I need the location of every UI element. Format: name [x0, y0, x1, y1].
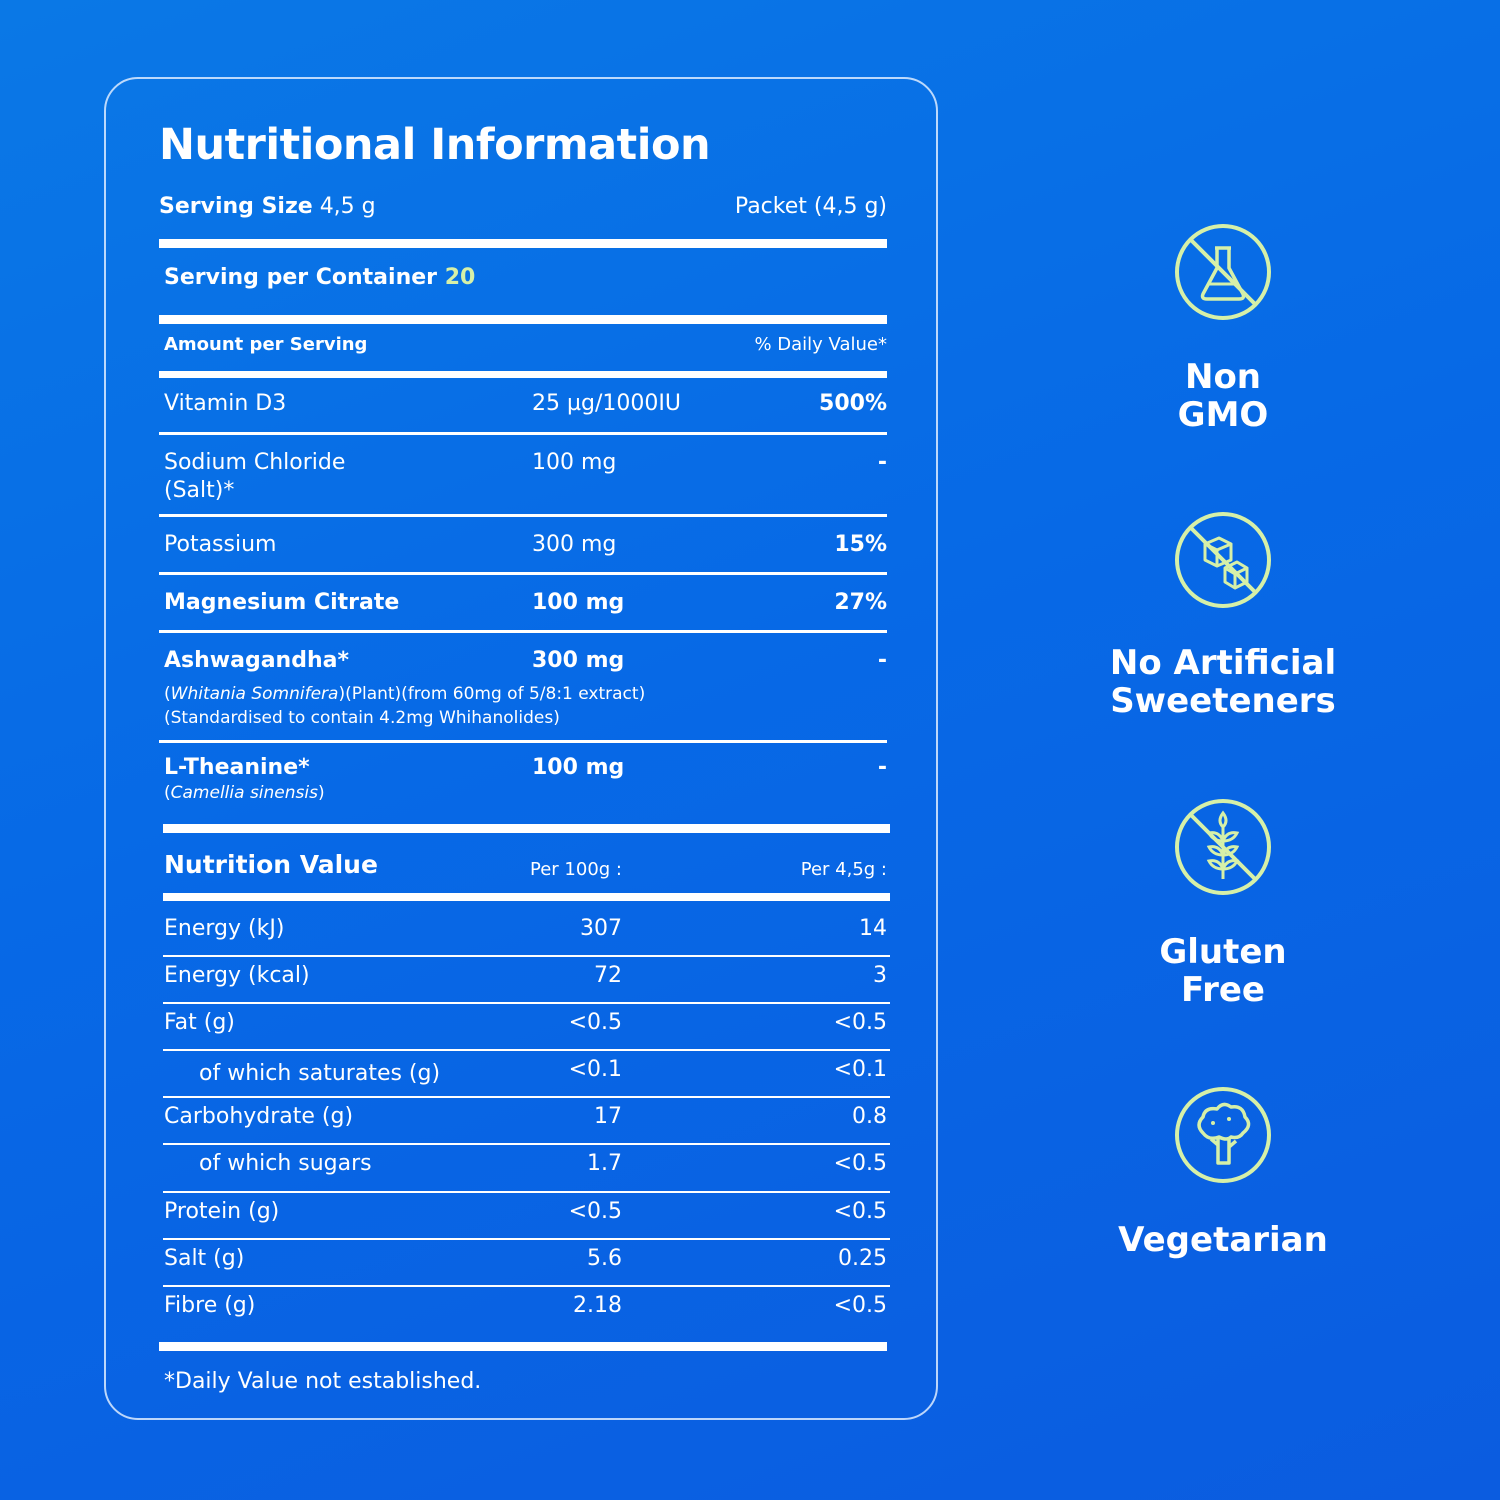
nutrient-per-serving: 14 [859, 916, 887, 941]
row-divider [163, 1143, 890, 1145]
footnote: *Daily Value not established. [164, 1369, 482, 1394]
ingredient-amount: 300 mg [532, 648, 625, 673]
nutrient-per-100g: <0.1 [568, 1057, 622, 1082]
servings-value: 20 [444, 265, 476, 290]
ingredient-name: Ashwagandha* [164, 648, 349, 673]
amount-per-serving-header: Amount per Serving [164, 334, 368, 355]
nutrient-per-100g: 5.6 [587, 1246, 622, 1271]
nutrient-name: Fat (g) [164, 1010, 235, 1035]
nutrient-per-serving: <0.5 [833, 1010, 887, 1035]
nutrient-per-serving: <0.5 [833, 1293, 887, 1318]
row-divider [163, 1191, 890, 1193]
nutrient-name: Carbohydrate (g) [164, 1104, 354, 1129]
serving-size-value: 4,5 g [319, 194, 376, 219]
nutrient-per-serving: 3 [873, 963, 887, 988]
servings-label: Serving per Container [164, 265, 438, 290]
gluten-free-wheat-icon [1173, 797, 1273, 897]
badge-label-line1: Non [1184, 357, 1262, 397]
nutrient-per-serving: <0.1 [833, 1057, 887, 1082]
nutrient-per-serving: <0.5 [833, 1199, 887, 1224]
ingredient-daily-value: 500% [819, 391, 887, 416]
nutrient-per-100g: 72 [594, 963, 622, 988]
badge-label-line1: Gluten [1159, 932, 1287, 972]
badge-label [1100, 1221, 1346, 1259]
ingredient-name: L-Theanine* [164, 755, 310, 780]
divider-thick [159, 239, 887, 248]
nutrient-name: Salt (g) [164, 1246, 245, 1271]
ingredient-source: (Whitania Somnifera)(Plant)(from 60mg of 5/8:1 extract) [164, 684, 646, 704]
badge-label [1100, 933, 1346, 1009]
ingredient-standardisation: (Standardised to contain 4.2mg Whihanolides) [164, 708, 560, 728]
nutrient-name: Fibre (g) [164, 1293, 256, 1318]
ingredient-latin-name: Whitania Somnifera [170, 684, 339, 704]
ingredient-amount: 100 mg [532, 590, 625, 615]
nutrient-name: Energy (kcal) [164, 963, 310, 988]
row-divider [159, 572, 887, 575]
row-divider [163, 1285, 890, 1287]
badge-label-line1: Vegetarian [1118, 1220, 1328, 1260]
ingredient-daily-value: - [877, 648, 887, 673]
nutrient-per-100g: <0.5 [568, 1010, 622, 1035]
row-divider [159, 630, 887, 633]
badge-gluten-free [1100, 797, 1346, 1009]
nutrient-per-serving: 0.25 [838, 1246, 887, 1271]
ingredient-amount: 300 mg [532, 532, 617, 557]
badge-non-gmo [1100, 222, 1346, 434]
ingredient-daily-value: - [877, 755, 887, 780]
ingredient-amount: 100 mg [532, 450, 617, 475]
nutrient-name: Protein (g) [164, 1199, 280, 1224]
badge-label [1100, 358, 1346, 434]
ingredient-name: Sodium Chloride [164, 450, 346, 475]
badge-no-artificial-sweeteners [1100, 510, 1346, 720]
ingredient-amount: 100 mg [532, 755, 625, 780]
ingredient-daily-value: 27% [834, 590, 887, 615]
divider-thick [159, 371, 887, 378]
nutrient-per-serving: 0.8 [852, 1104, 887, 1129]
daily-value-header: % Daily Value* [754, 334, 887, 355]
ingredient-daily-value: - [877, 450, 887, 475]
nutrient-per-100g: 2.18 [573, 1293, 622, 1318]
packet-size: Packet (4,5 g) [734, 194, 887, 219]
divider-thick [159, 315, 887, 324]
ingredient-source-detail: )(Plant)(from 60mg of 5/8:1 extract) [338, 684, 646, 704]
nutrient-name-sub: of which sugars [199, 1151, 372, 1176]
row-divider [163, 1238, 890, 1240]
ingredient-daily-value: 15% [834, 532, 887, 557]
badge-vegetarian [1100, 1085, 1346, 1259]
ingredient-name-line2: (Salt)* [164, 478, 235, 503]
badge-label-line2: Free [1181, 970, 1265, 1010]
ingredient-name: Potassium [164, 532, 277, 557]
ingredient-name: Magnesium Citrate [164, 590, 400, 615]
badge-label-line2: GMO [1177, 395, 1269, 435]
ingredient-source: (Camellia sinensis) [164, 783, 325, 803]
serving-size [159, 194, 376, 219]
panel-title: Nutritional Information [159, 120, 711, 170]
divider-thick [163, 893, 890, 901]
nutrient-per-100g: <0.5 [568, 1199, 622, 1224]
nutrient-per-100g: 1.7 [587, 1151, 622, 1176]
badge-label-line2: Sweeteners [1110, 681, 1336, 721]
serving-size-label: Serving Size [159, 194, 313, 219]
row-divider [163, 1002, 890, 1004]
row-divider [163, 955, 890, 957]
nutrient-name-sub: of which saturates (g) [199, 1061, 441, 1086]
badge-label [1100, 644, 1346, 720]
nutrient-per-100g: 307 [580, 916, 622, 941]
nutrient-per-100g: 17 [594, 1104, 622, 1129]
badge-label-line1: No Artificial [1109, 643, 1337, 683]
row-divider [159, 432, 887, 435]
ingredient-latin-name: Camellia sinensis [170, 783, 318, 803]
ingredient-name: Vitamin D3 [164, 391, 287, 416]
no-gmo-flask-icon [1173, 222, 1273, 322]
per-serving-header: Per 4,5g : [800, 859, 887, 880]
ingredient-amount: 25 µg/1000IU [532, 391, 681, 416]
per-100g-header: Per 100g : [530, 859, 622, 880]
nutrient-per-serving: <0.5 [833, 1151, 887, 1176]
nutrition-value-header: Nutrition Value [164, 850, 378, 879]
vegetarian-broccoli-icon [1173, 1085, 1273, 1185]
divider-thick [163, 824, 890, 833]
nutrient-name: Energy (kJ) [164, 916, 285, 941]
divider-thick [159, 1342, 887, 1351]
row-divider [163, 1049, 890, 1051]
no-sweetener-cubes-icon [1173, 510, 1273, 610]
row-divider [163, 1096, 890, 1098]
row-divider [159, 514, 887, 517]
servings-per-container [164, 265, 475, 290]
row-divider [159, 740, 887, 743]
